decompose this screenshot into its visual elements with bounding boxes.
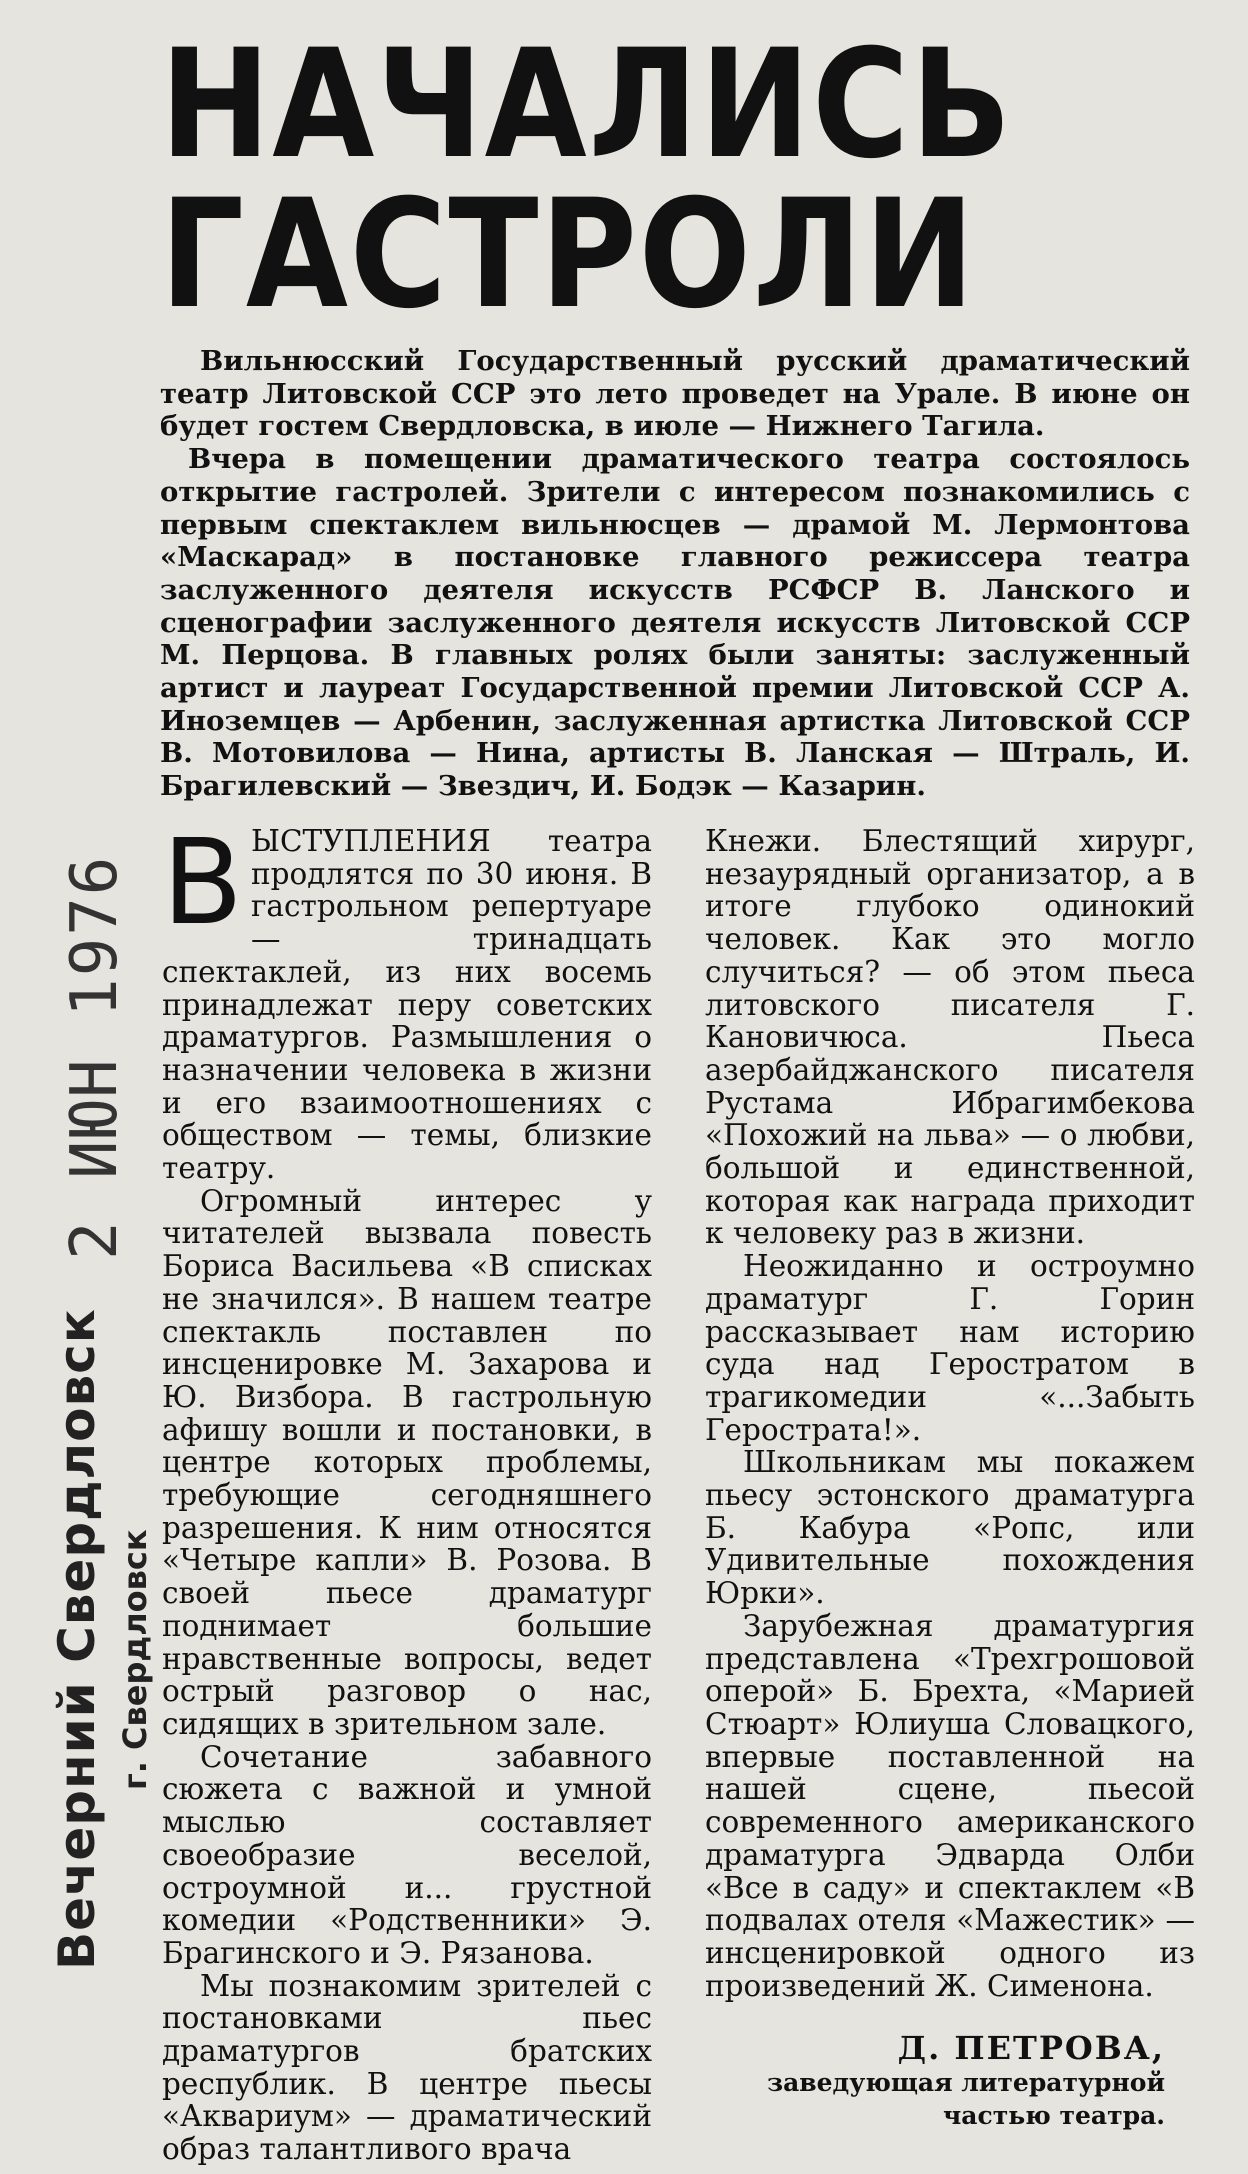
stamp-date: 2 ИЮН 1976 [58, 854, 132, 1260]
drop-cap: В [162, 813, 243, 951]
lead-paragraphs [160, 345, 1190, 803]
headline-line-1: НАЧАЛИСЬ [160, 18, 1014, 192]
left-paragraph-3: Сочетание забавного сюжета с важной и умной мыслью составляет своеобразие веселой, остроумной и... грустной комедии «Родственники» Э. Брагинского и Э. Рязанова. [162, 1739, 652, 1970]
headline-line-2: ГАСТРОЛИ [160, 168, 977, 342]
stamp-newspaper-name: Вечерний Свердловск [48, 1308, 106, 1970]
left-first-paragraph-text: ЫСТУПЛЕНИЯ театра продлятся по 30 июня. В гастрольном репертуаре — тринадцать спектаклей, из них восемь принадлежат перу советских драматургов. Размышления о назначении человека в жизни и его взаимоотношениях с обществом — темы, близкие театру. [162, 824, 652, 1186]
left-paragraph-2: Огромный интерес у читателей вызвала повесть Бориса Васильева «В списках не значился». В нашем театре спектакль поставлен по инсценировке М. Захарова и Ю. Визбора. В гастрольную афишу вошли и постановки, в центре которых проблемы, требующие сегодняшнего разрешения. К ним относятся «Четыре капли» В. Розова. В своей пьесе драматург поднимает большие нравственные вопросы, ведет острый разговор о нас, сидящих в зрительном зале. [162, 1183, 652, 1741]
author-signature [705, 2030, 1165, 2132]
right-continuation: Кнежи. Блестящий хирург, незаурядный организатор, а в итоге глубоко одинокий человек. Как это могло случиться? — об этом пьеса литовского писателя Г. Кановичюса. Пьеса азербайджанского писателя Рустама Ибрагимбекова «Похожий на льва» — о любви, большой и единственной, которая как награда приходит к человеку раз в жизни. [705, 824, 1195, 1251]
right-paragraph-4: Зарубежная драматургия представлена «Трехгрошовой оперой» Б. Брехта, «Марией Стюарт» Юлиуша Словацкого, впервые поставленной на нашей сцене, пьесой современного американского драматурга Эдварда Олби «Все в саду» и спектаклем «В подвалах отеля «Мажестик» — инсценировкой одного из произведений Ж. Сименона. [705, 1608, 1195, 2003]
lead-paragraph-2: Вчера в помещении драматического театра состоялось открытие гастролей. Зрители с интересом познакомились с первым спектаклем вильнюсцев — драмой М. Лермонтова «Маскарад» в постановке главного режиссера театра заслуженного деятеля искусств РСФСР В. Ланского и сценографии заслуженного деятеля искусств Литовской ССР М. Перцова. В главных ролях были заняты: заслуженный артист и лауреат Государственной премии Литовской ССР А. Иноземцев — Арбенин, заслуженная артистка Литовской ССР В. Мотовилова — Нина, артисты В. Ланская — Штраль, И. Брагилевский — Звездич, И. Бодэк — Казарин. [160, 443, 1190, 803]
right-paragraph-3: Школьникам мы покажем пьесу эстонского драматурга Б. Кабура «Ропс, или Удивительные похождения Юрки». [705, 1445, 1195, 1611]
left-column [162, 813, 652, 2167]
author-role-line-2: частью театра. [943, 2101, 1165, 2130]
right-column [705, 825, 1195, 2002]
author-role-line-1: заведующая литературной [767, 2068, 1165, 2097]
archive-stamp [18, 60, 154, 1970]
headline [160, 18, 1058, 342]
right-paragraph-2: Неожиданно и остроумно драматург Г. Горин рассказывает нам историю суда над Геростратом в трагикомедии «...Забыть Герострата!». [705, 1249, 1195, 1447]
lead-paragraph-1: Вильнюсский Государственный русский драматический театр Литовской ССР это лето проведет на Урале. В июне он будет гостем Свердловска, в июле — Нижнего Тагила. [160, 345, 1190, 443]
left-paragraph-4: Мы познакомим зрителей с постановками пьес драматургов братских республик. В центре пьесы «Аквариум» — драматический образ талантливого врача [162, 1968, 652, 2167]
stamp-city: г. Свердловск [116, 1529, 154, 1791]
author-name: Д. ПЕТРОВА, [897, 2029, 1165, 2067]
left-first-paragraph [162, 813, 652, 1186]
